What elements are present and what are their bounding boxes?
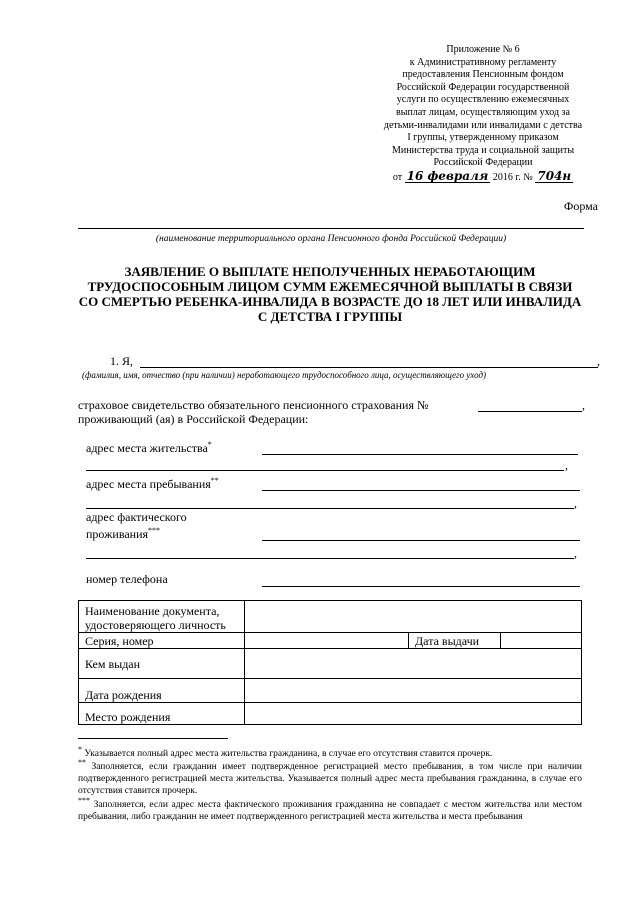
stay-line-2[interactable] [86,508,574,509]
form-label: Форма [563,199,598,213]
appendix-line: к Административному регламенту [409,56,557,68]
residence-line-1[interactable] [262,454,578,455]
stay-line-1[interactable] [262,490,580,491]
item1-comma: , [597,354,600,368]
birth-date-value[interactable] [245,679,582,703]
table-row [79,601,582,633]
id-document-table [78,600,582,725]
title-line: С ДЕТСТВА I ГРУППЫ [257,309,403,324]
fullname-line[interactable] [140,367,598,368]
footnote-3: *** Заполняется, если адрес места фактического проживания гражданина не совпадает с местом жительства или местом пребывания, либо гражданин не имеет подтвержденного регистрацией места жительства и места пребывания [78,796,583,823]
series-label: Серия, номер [79,633,245,649]
footnote-1: * Указывается полный адрес места жительства гражданина, в случае его отсутствия ставится прочерк. [78,745,493,760]
stay-comma: , [574,496,577,510]
doc-name-cell: Наименование документа, удостоверяющего личность [79,601,245,633]
appendix-line: Министерства труда и социальной защиты [391,144,575,156]
appendix-line: I группы, утвержденному приказом [407,132,559,144]
doc-name-value[interactable] [245,601,582,633]
org-caption: (наименование территориального органа Пенсионного фонда Российской Федерации) [155,234,507,244]
table-row [79,633,582,649]
title-line: ЗАЯВЛЕНИЕ О ВЫПЛАТЕ НЕПОЛУЧЕННЫХ НЕРАБОТАЮЩИМ [124,264,536,279]
series-value[interactable] [245,633,409,649]
fullname-caption: (фамилия, имя, отчество (при наличии) неработающего трудоспособного лица, осуществляющего уход) [82,370,487,380]
table-row [79,703,582,725]
issued-by-value[interactable] [245,649,582,679]
footnote-2: ** Заполняется, если гражданин имеет подтвержденное регистрацией место пребывания, в том числе при наличии подтвержденного регистрацией места жительства. Указывается полный адрес места пребывания гражданина, в случае его отсутствия ставится прочерк. [78,758,582,797]
appendix-line: предоставления Пенсионным фондом [402,69,564,81]
snils-label: страховое свидетельство обязательного пенсионного страхования № [78,398,429,412]
date-prefix: от [392,171,403,183]
birth-place-label: Место рождения [79,703,245,725]
snils-line[interactable] [478,411,582,412]
stay-label: адрес места пребывания** [86,476,219,491]
snils-comma: , [582,398,585,412]
org-name-line[interactable] [78,228,584,229]
order-date-line [368,168,598,185]
actual-label-2: проживания*** [86,526,161,541]
appendix-line: услуги по осуществлению ежемесячных [396,94,570,106]
appendix-line: Российской Федерации государственной [396,81,570,93]
appendix-line: Приложение № 6 [446,44,520,55]
residing-label: проживающий (ая) в Российской Федерации: [78,412,309,426]
birth-place-value[interactable] [245,703,582,725]
residence-label: адрес места жительства* [86,440,212,455]
actual-line-1[interactable] [262,540,580,541]
page-title [60,264,600,324]
issued-by-label: Кем выдан [79,649,245,679]
handwritten-date: 16 февраля [406,168,489,183]
residence-line-2[interactable] [86,470,564,471]
appendix-line: Российской Федерации [433,157,533,169]
residence-comma: , [565,458,568,472]
table-row [79,649,582,679]
actual-line-2[interactable] [86,558,574,559]
birth-date-label: Дата рождения [79,679,245,703]
actual-label-1: адрес фактического [86,510,187,524]
appendix-line: выплат лицам, осуществляющим уход за [396,106,570,118]
item1-label: 1. Я, [110,354,134,368]
footnote-divider [78,738,228,739]
title-line: ТРУДОСПОСОБНЫМ ЛИЦОМ СУММ ЕЖЕМЕСЯЧНОЙ ВЫПЛАТЫ В СВЯЗИ [87,279,573,294]
date-year: 2016 г. № [492,171,533,183]
title-line: СО СМЕРТЬЮ РЕБЕНКА-ИНВАЛИДА В ВОЗРАСТЕ ДО 18 ЛЕТ ИЛИ ИНВАЛИДА [78,294,582,309]
phone-label: номер телефона [86,572,168,586]
actual-comma: , [574,546,577,560]
phone-line[interactable] [262,586,580,587]
appendix-line: детьми-инвалидами или инвалидами с детства [383,119,583,131]
issue-date-value[interactable] [501,633,582,649]
table-row [79,679,582,703]
handwritten-number: 704н [537,168,572,183]
issue-date-label: Дата выдачи [409,633,501,649]
appendix-header [368,44,598,185]
